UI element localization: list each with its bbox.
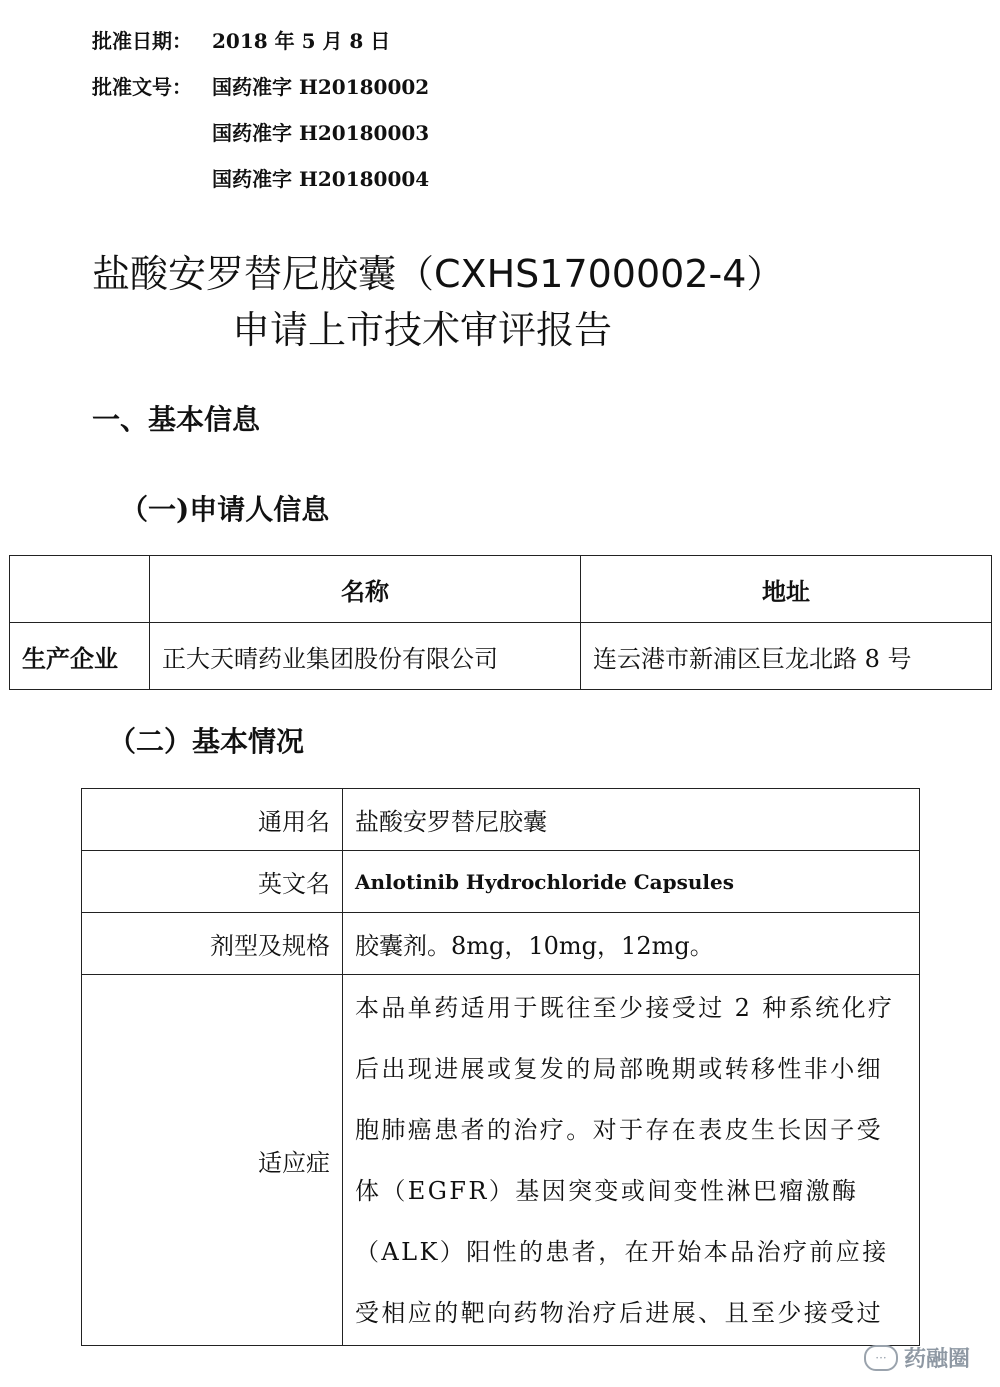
dosage-label: 剂型及规格 (82, 913, 343, 975)
table-header-row (10, 556, 992, 623)
indication-line: （ALK）阳性的患者，在开始本品治疗前应接 (355, 1238, 889, 1266)
dosage-value: 胶囊剂。8mg，10mg，12mg。 (343, 913, 920, 975)
applicant-table (9, 555, 992, 690)
table-row (82, 789, 920, 851)
indication-line: 体（EGFR）基因突变或间变性淋巴瘤激酶 (355, 1177, 859, 1205)
indication-line: 后出现进展或复发的局部晚期或转移性非小细 (355, 1055, 883, 1083)
english-name-label: 英文名 (82, 851, 343, 913)
approval-number-row (92, 64, 429, 202)
approval-number: 国药准字 H20180004 (212, 167, 430, 191)
common-name-label: 通用名 (82, 789, 343, 851)
basic-info-table (81, 788, 920, 1346)
table-header-name: 名称 (150, 556, 581, 623)
approval-number-list (212, 64, 429, 202)
report-title-line2: 申请上市技术审评报告 (231, 308, 612, 352)
subsection-heading-applicant: （一)申请人信息 (120, 493, 330, 526)
report-title (92, 246, 785, 358)
indication-line: 胞肺癌患者的治疗。对于存在表皮生长因子受 (355, 1116, 883, 1144)
indication-value (343, 975, 920, 1346)
indication-line: 受相应的靶向药物治疗后进展、且至少接受过 (355, 1299, 883, 1327)
watermark-text: 药融圈 (903, 1347, 970, 1372)
report-title-line1: 盐酸安罗替尼胶囊（CXHS1700002-4） (92, 252, 785, 296)
table-header-blank (10, 556, 150, 623)
approval-number: 国药准字 H20180003 (212, 121, 430, 145)
applicant-type: 生产企业 (10, 623, 150, 690)
approval-date-row (92, 18, 429, 64)
approval-number-label: 批准文号： (92, 75, 192, 99)
table-row (82, 913, 920, 975)
table-row (82, 851, 920, 913)
chat-bubble-icon: ··· (864, 1345, 898, 1371)
table-row (82, 975, 920, 1346)
common-name-value: 盐酸安罗替尼胶囊 (343, 789, 920, 851)
indication-line: 本品单药适用于既往至少接受过 2 种系统化疗 (355, 994, 895, 1022)
applicant-name: 正大天晴药业集团股份有限公司 (150, 623, 581, 690)
approval-date-label: 批准日期： (92, 29, 192, 53)
watermark (864, 1342, 970, 1373)
english-name-value: Anlotinib Hydrochloride Capsules (343, 851, 920, 913)
approval-date-value: 2018 年 5 月 8 日 (212, 29, 391, 53)
indication-label: 适应症 (82, 975, 343, 1346)
subsection-heading-basic-status: （二）基本情况 (108, 725, 305, 758)
approval-info (92, 18, 429, 202)
table-row (10, 623, 992, 690)
section-heading-basic-info: 一、基本信息 (92, 403, 261, 436)
applicant-address: 连云港市新浦区巨龙北路 8 号 (581, 623, 992, 690)
approval-number: 国药准字 H20180002 (212, 75, 430, 99)
table-header-address: 地址 (581, 556, 992, 623)
